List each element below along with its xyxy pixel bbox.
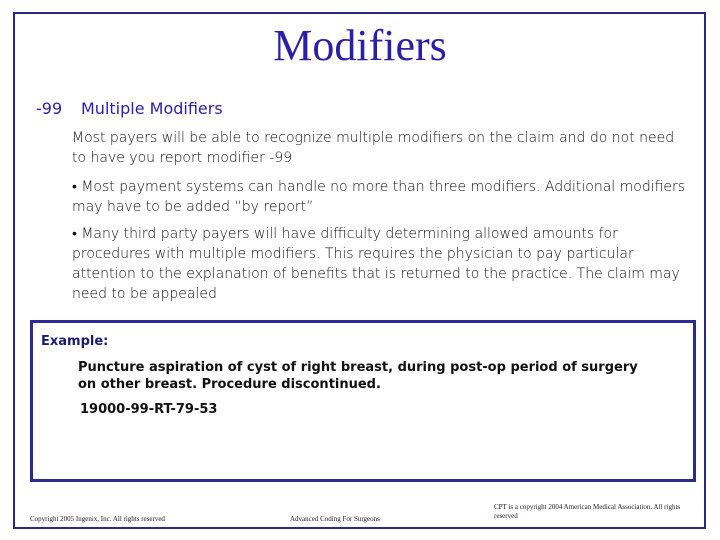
example-label: Example: [41, 334, 109, 349]
example-code: 19000-99-RT-79-53 [80, 402, 218, 417]
example-box [30, 320, 696, 482]
footer-course-title: Advanced Coding For Surgeons [290, 515, 380, 523]
slide-title: Modifiers [273, 21, 447, 70]
footer-copyright-left: Copyright 2005 Ingenix, Inc. All rights reserved [30, 515, 165, 523]
example-description: Puncture aspiration of cyst of right breast, during post-op period of surgery on other breast. Procedure discontinued. [78, 360, 638, 392]
bullet-payment-systems: • Most payment systems can handle no more than three modifiers. Additional modifiers may have to be added “by report” [72, 179, 686, 215]
footer-copyright-right: CPT is a copyright 2004 American Medical Association. All rights reserved [494, 503, 681, 520]
paragraph-intro: Most payers will be able to recognize multiple modifiers on the claim and do not need to have you report modifier -99 [72, 130, 675, 166]
modifier-code: -99 [36, 99, 63, 118]
modifier-label: Multiple Modifiers [81, 99, 223, 118]
bullet-third-party-payers: • Many third party payers will have difficulty determining allowed amounts for procedures with multiple modifiers. This requires the physician to pay particular attention to the explanation of benefits that is returned to the practice. The claim may need to be appealed [72, 226, 680, 302]
